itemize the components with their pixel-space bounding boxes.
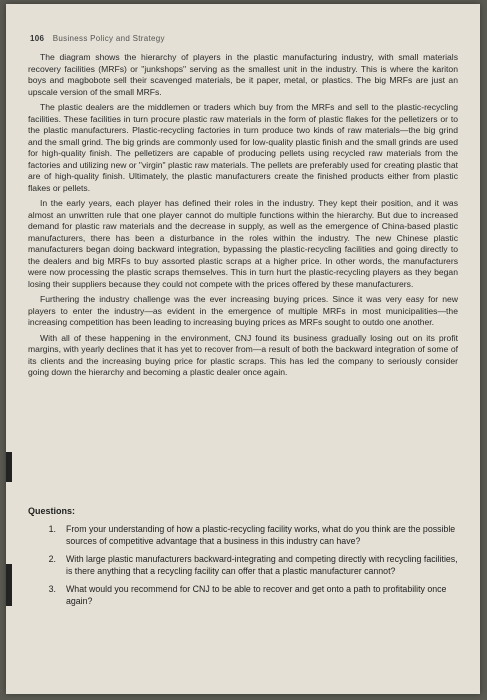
page-number: 106 <box>30 34 45 43</box>
paragraph: With all of these happening in the environment, CNJ found its business gradually losing out on its profit margins, with yearly declines that it has yet to recover from—a result of both the backward integration of some of its clients and the increasing buying price for plastic scraps. This has led the company to seriously consider going down the hierarchy and becoming a plastic dealer once again. <box>28 332 458 377</box>
question-number: 1. <box>48 524 56 534</box>
paragraph: The plastic dealers are the middlemen or traders which buy from the MRFs and sell to the plastic-recycling facilities. These facilities in turn procure plastic raw materials in the form of plastic flakes for the pelletizers or to the plastic manufacturers. Plastic-recycling factories in turn produce two kinds of raw materials—the big grind and the small grind. The big grinds are commonly used for low-quality plastic finish and the small grinds are used for high-quality finish. The pelletizers are capable of producing pellets using recycled raw materials from the factories and utilizing new or "virgin" plastic raw materials. The pellets are preferably used for creating plastic that are of high-quality finish. Ultimately, the plastic manufacturers create the finished products either from plastic flakes or pellets. <box>28 102 458 193</box>
question-text: From your understanding of how a plastic-recycling facility works, what do you think are the possible sources of competitive advantage that a business in this industry can have? <box>66 524 456 546</box>
question-number: 2. <box>48 554 56 564</box>
question-item <box>28 524 460 547</box>
paragraph: In the early years, each player has defined their roles in the industry. They kept their position, and it was almost an unwritten rule that one player cannot do multiple functions within the hierarchy. But due to increased demand for plastic raw materials and the decrease in supply, as well as the emergence of China-based plastic manufacturers, there has been a disturbance in the roles within the industry. The new Chinese plastic manufacturers began doing backward integration, bypassing the plastic-recycling facilities and going directly to the dealers and big MRFs to buy assorted plastic scraps at a higher price. In other words, the manufacturers were now processing the plastic scraps themselves. This in turn hurt the plastic-recycling players as they began losing their suppliers because they could not compete with the prices offered by these manufacturers. <box>28 198 458 289</box>
page-edge-tab <box>6 564 12 606</box>
running-title: Business Policy and Strategy <box>52 34 165 43</box>
case-text <box>28 52 458 383</box>
paragraph: Furthering the industry challenge was the ever increasing buying prices. Since it was very easy for new players to enter the industry—as evident in the emergence of multiple MRFs in most municipalities—the increasing competition has been leading to increasing buying prices as MRFs sought to outdo one another. <box>28 294 458 327</box>
questions-heading: Questions: <box>28 506 76 516</box>
page-edge-tab <box>6 452 12 482</box>
paragraph: The diagram shows the hierarchy of players in the plastic manufacturing industry, with small materials recovery facilities (MRFs) or "junkshops" serving as the smallest unit in the industry. This is where the kariton boys and magbobote sell their scavenged materials, be it paper, metal, or plastics. The big MRFs are just an upscale version of the small MRFs. <box>28 52 458 97</box>
questions-list <box>28 524 460 614</box>
page-header <box>30 34 165 43</box>
question-text: What would you recommend for CNJ to be able to recover and get onto a path to profitability once again? <box>66 584 447 606</box>
question-text: With large plastic manufacturers backward-integrating and competing directly with recycling facilities, is there anything that a recycling facility can offer that a plastic manufacturer cannot? <box>66 554 458 576</box>
question-number: 3. <box>48 584 56 594</box>
book-page <box>6 4 480 694</box>
question-item <box>28 584 460 607</box>
question-item <box>28 554 460 577</box>
